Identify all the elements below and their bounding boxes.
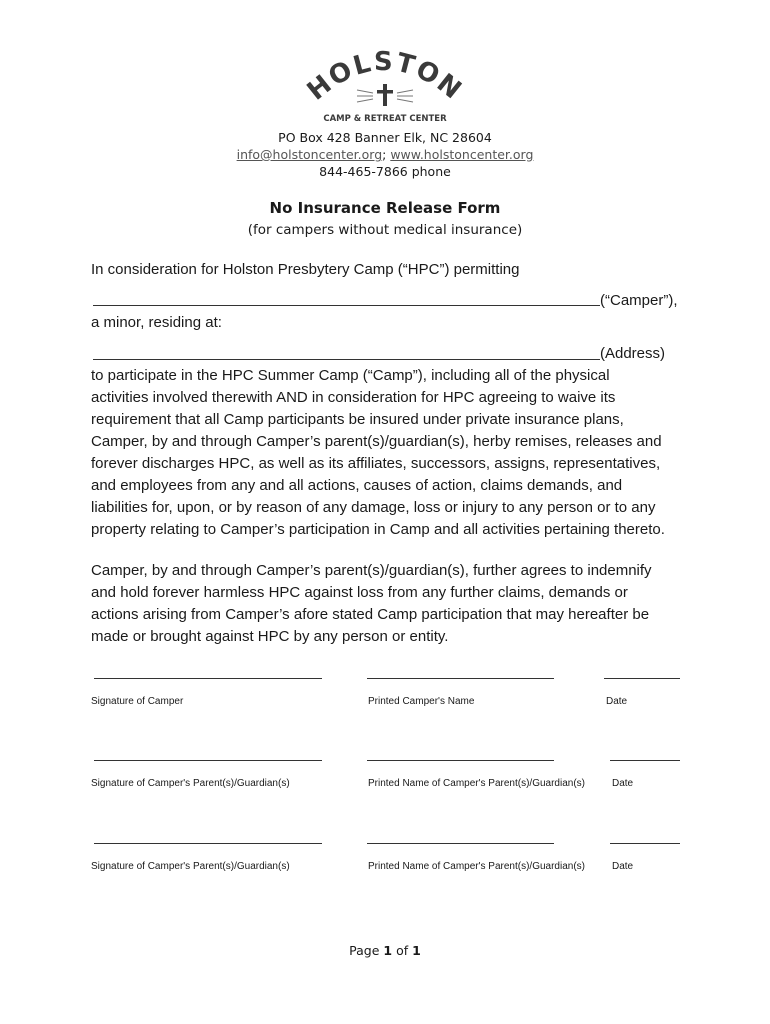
guardian-date-line[interactable] [610, 760, 680, 761]
release-line: to participate in the HPC Summer Camp (“Camp”), including all of the physical [91, 367, 610, 384]
cross-icon [377, 84, 393, 106]
camper-signature-line[interactable] [94, 678, 322, 679]
indemnify-paragraph [91, 560, 652, 648]
guardian-signature-line[interactable] [94, 760, 322, 761]
release-line: activities involved therewith AND in consideration for HPC agreeing to waive its [91, 389, 616, 406]
camper-printed-name-line[interactable] [367, 678, 554, 679]
page-number [0, 943, 770, 958]
release-line: property relating to Camper’s participation in Camp and all activities pertaining thereto. [91, 521, 665, 538]
camper-name-blank[interactable] [93, 305, 600, 306]
guardian2-signature-line[interactable] [94, 843, 322, 844]
holston-logo [300, 40, 470, 130]
release-line: forever discharges HPC, as well as its affiliates, successors, assigns, representatives, [91, 455, 661, 472]
guardian2-printed-name-line[interactable] [367, 843, 554, 844]
date-label: Date [612, 861, 634, 872]
residing-text: a minor, residing at: [91, 314, 222, 331]
indemnify-line: and hold forever harmless HPC against loss from any further claims, demands or [91, 584, 628, 601]
total-pages: 1 [412, 943, 421, 958]
address-suffix: (Address) [600, 345, 666, 362]
address-blank[interactable] [93, 359, 600, 360]
release-line: and employees from any and all actions, causes of action, claims demands, and [91, 477, 623, 494]
indemnify-line: actions arising from Camper’s afore stated Camp participation that may hereafter be [91, 606, 650, 623]
contact-separator: ; [382, 147, 391, 162]
release-line: requirement that all Camp participants be insured under private insurance plans, [91, 411, 624, 428]
logo-arc-text: HOLSTON [301, 46, 469, 107]
signature-label: Signature of Camper's Parent(s)/Guardian(s) [91, 778, 290, 789]
form-subtitle: (for campers without medical insurance) [247, 222, 523, 238]
camper-suffix: (“Camper”), [600, 292, 678, 309]
email-link[interactable]: info@holstoncenter.org [236, 147, 383, 162]
camper-date-line[interactable] [604, 678, 680, 679]
release-paragraph [91, 365, 665, 541]
guardian-printed-name-line[interactable] [367, 760, 554, 761]
website-link[interactable]: www.holstoncenter.org [390, 147, 534, 162]
holston-logo-graphic [300, 40, 470, 130]
web-line [0, 146, 770, 163]
contact-block [0, 129, 770, 180]
date-label: Date [612, 778, 634, 789]
guardian2-date-line[interactable] [610, 843, 680, 844]
intro-text: In consideration for Holston Presbytery Camp (“HPC”) permitting [91, 261, 520, 278]
release-line: Camper, by and through Camper’s parent(s)/guardian(s), herby remises, releases and [91, 433, 662, 450]
page-label: Page [349, 943, 384, 958]
date-label: Date [606, 696, 628, 707]
indemnify-line: made or brought against HPC by any person or entity. [91, 628, 449, 645]
printed-name-label: Printed Camper's Name [368, 696, 475, 707]
logo-tagline: CAMP & RETREAT CENTER [323, 114, 447, 124]
form-title: No Insurance Release Form [269, 199, 501, 217]
indemnify-line: Camper, by and through Camper’s parent(s)/guardian(s), further agrees to indemnify [91, 562, 652, 579]
page-of: of [392, 943, 413, 958]
printed-name-label: Printed Name of Camper's Parent(s)/Guardian(s) [368, 861, 585, 872]
current-page: 1 [383, 943, 393, 958]
signature-label: Signature of Camper's Parent(s)/Guardian(s) [91, 861, 290, 872]
signature-label: Signature of Camper [91, 696, 184, 707]
printed-name-label: Printed Name of Camper's Parent(s)/Guardian(s) [368, 778, 585, 789]
release-line: liabilities for, upon, or by reason of any damage, loss or injury to any person or to any [91, 499, 656, 516]
address-line: PO Box 428 Banner Elk, NC 28604 [278, 130, 492, 145]
phone-line: 844-465-7866 phone [319, 164, 451, 179]
